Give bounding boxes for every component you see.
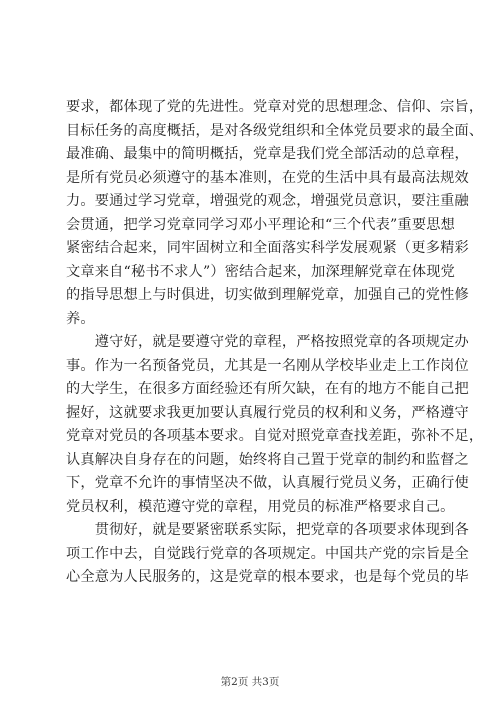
body-text bbox=[66, 96, 484, 590]
text-line: 事。作为一名预备党员，尤其是一名刚从学校毕业走上工作岗位 bbox=[66, 357, 469, 374]
text-line: 最准确、最集中的简明概括，党章是我们党全部活动的总章程， bbox=[66, 146, 469, 162]
text-line: 文章来自“秘书不求人”）密结合起来，加深理解党章在体现党 bbox=[66, 263, 455, 280]
text-line: 认真解决自身存在的问题，始终将自己置于党章的制约和监督之 bbox=[66, 451, 469, 468]
text-line: 握好，这就要求我更加要认真履行党员的权利和义务，严格遵守 bbox=[66, 404, 469, 421]
text-line: 遵守好，就是要遵守党的章程，严格按照党章的各项规定办 bbox=[66, 334, 469, 350]
text-line: 要求，都体现了党的先进性。党章对党的思想理念、信仰、宗旨， bbox=[66, 99, 484, 115]
text-line: 会贯通，把学习党章同学习邓小平理论和“三个代表”重要思想 bbox=[66, 216, 455, 233]
text-line: 是所有党员必须遵守的基本准则，在党的生活中具有最高法规效 bbox=[66, 169, 469, 186]
text-line: 的指导思想上与时俱进，切实做到理解党章，加强自己的党性修 bbox=[66, 287, 469, 303]
text-line: 党员权利，模范遵守党的章程，用党员的标准严格要求自己。 bbox=[66, 498, 455, 515]
text-line: 党章对党员的各项基本要求。自觉对照党章查找差距，弥补不足， bbox=[66, 428, 484, 444]
text-line: 贯彻好，就是要紧密联系实际，把党章的各项要求体现到各 bbox=[66, 522, 469, 538]
text-line: 心全意为人民服务的，这是党章的根本要求，也是每个党员的毕 bbox=[66, 569, 469, 585]
text-line: 下，党章不允许的事情坚决不做，认真履行党员义务，正确行使 bbox=[66, 475, 469, 491]
text-line: 力。要通过学习党章，增强党的观念，增强党员意识，要注重融 bbox=[66, 193, 469, 209]
text-line: 养。 bbox=[66, 310, 95, 327]
text-line: 目标任务的高度概括，是对各级党组织和全体党员要求的最全面、 bbox=[66, 122, 484, 139]
text-line: 的大学生，在很多方面经验还有所欠缺，在有的地方不能自己把 bbox=[66, 381, 469, 397]
page-number-footer: 第2页 共3页 bbox=[220, 676, 280, 688]
text-line: 项工作中去，自觉践行党章的各项规定。中国共产党的宗旨是全 bbox=[66, 545, 469, 562]
text-line: 紧密结合起来，同牢固树立和全面落实科学发展观紧（更多精彩 bbox=[66, 240, 469, 256]
